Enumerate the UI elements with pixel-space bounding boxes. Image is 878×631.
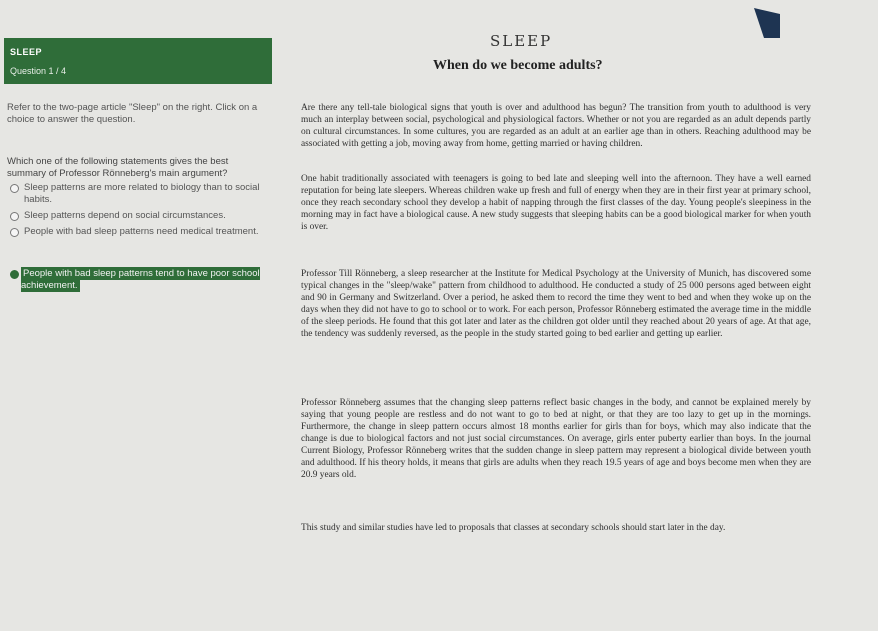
article-paragraph: Professor Till Rönneberg, a sleep researcher at the Institute for Medical Psychology at the University of Munich, has discovered some typical changes in the "sleep/wake" pattern from childhood to adulthood. He conducted a study of 25 000 persons aged between eight and 90 in Germany and Switzerland. Over a period, he asked them to record the time they went to bed and when they woke up on the days when they did not have to go to school or to work. For each person, Professor Rönneberg estimated the average time in the middle of the sleep periods. He found that this got later and later as the children got older until they reached about 20 years of age. At that age, the tendency was suddenly reversed, as the people in the study started going to bed earlier and getting up earlier. (301, 269, 811, 339)
article-paragraph: Are there any tell-tale biological signs that youth is over and adulthood has begun? The transition from youth to adulthood is very much an interplay between social, psychological and physiological factors. Whether or not you are regarded as an adult depends partly on cultural circumstances. In some cultures, you are regarded as an adult at an earlier age than in others. Reaching adulthood may be associated with getting a job, moving away from home, getting married or having children. (301, 103, 811, 149)
unit-title: SLEEP (10, 47, 43, 57)
answer-option-4[interactable] (7, 268, 272, 292)
answer-label-selected: People with bad sleep patterns tend to have poor school achievement. (21, 268, 260, 291)
question-header (4, 38, 272, 84)
radio-button[interactable] (10, 212, 19, 221)
answer-label: Sleep patterns are more related to biology than to social habits. (24, 182, 260, 205)
answer-option-3[interactable] (7, 226, 272, 238)
question-panel (0, 0, 278, 631)
article-paragraph: Professor Rönneberg assumes that the changing sleep patterns reflect basic changes in the body, and cannot be explained merely by saying that young people are restless and do not want to go to bed at night, or that they are too lazy to get up in the mornings. Furthermore, the change in sleep pattern occurs almost 18 months earlier for girls than for boys, which may also indicate that the change is due to biological factors and not just social circumstances. On average, girls enter puberty earlier than boys. In the journal Current Biology, Professor Rönneberg writes that the sudden change in sleep pattern may represent a biological divide between youth and adulthood. If his theory holds, it means that girls are adults when they reach 19.5 years of age and boys become men when they are 20.9 years old. (301, 398, 811, 480)
article-title: SLEEP (490, 32, 553, 50)
radio-button[interactable] (10, 184, 19, 193)
article-paragraph: This study and similar studies have led to proposals that classes at secondary schools should start later in the day. (301, 523, 726, 533)
article-paragraph: One habit traditionally associated with teenagers is going to bed late and sleeping well into the afternoon. They have a well earned reputation for being late sleepers. Whereas children wake up fresh and full of energy when they are in their first year at primary school, once they reach secondary school they develop a habit of napping through the first classes of the day. Young people's sleepiness in the morning may in fact have a biological cause. A new study suggests that sleeping habits can be a good biological marker for when youth is over. (301, 174, 811, 232)
answer-option-1[interactable] (7, 182, 272, 206)
article-subtitle: When do we become adults? (433, 58, 603, 73)
instructions: Refer to the two-page article "Sleep" on the right. Click on a choice to answer the question. (7, 102, 258, 125)
question-counter: Question 1 / 4 (10, 66, 67, 76)
answer-label: Sleep patterns depend on social circumstances. (24, 210, 226, 221)
radio-button-selected[interactable] (10, 270, 19, 279)
answer-label: People with bad sleep patterns need medical treatment. (24, 226, 259, 237)
radio-button[interactable] (10, 228, 19, 237)
article-panel (283, 0, 878, 631)
answer-option-2[interactable] (7, 210, 272, 222)
question-text: Which one of the following statements gives the best summary of Professor Rönneberg's main argument? (7, 156, 229, 179)
